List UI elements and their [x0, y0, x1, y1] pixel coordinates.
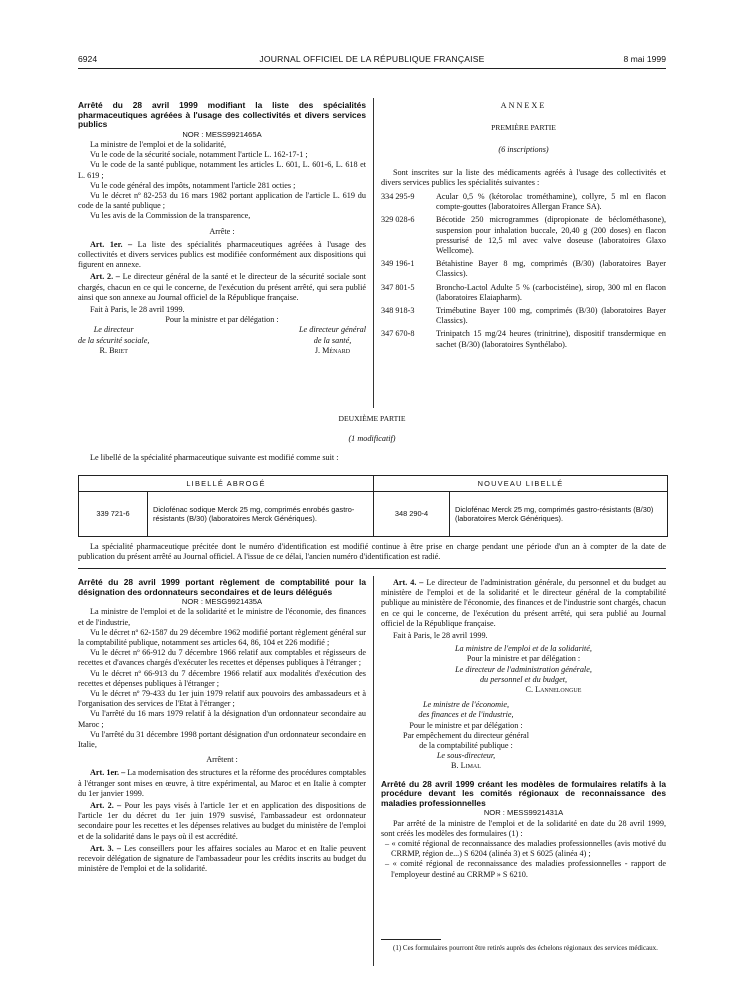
header-rule	[78, 68, 666, 69]
annexe-heading: ANNEXE	[500, 101, 547, 110]
footnote-rule	[381, 939, 441, 940]
medicine-item	[381, 283, 666, 303]
signature-title: de la comptabilité publique :	[419, 741, 513, 751]
table-cell-old-text: Diclofénac sodique Merck 25 mg, comprimés enrobés gastro-résistants (B/30) (laboratoires Merck Génériques).	[153, 504, 355, 523]
table-cell-new-text: Diclofénac Merck 25 mg, comprimés gastro-résistants (B/30) (laboratoires Merck Génériques).	[455, 504, 654, 523]
part-2-heading: DEUXIÈME PARTIE	[338, 414, 406, 423]
article-text: Les conseillers pour les affaires sociales au Maroc et en Italie peuvent recevoir délégation de signature de l'ambassadeur pour les crédits inscrits au budget du ministère de l'emploi et de la solidarité.	[78, 843, 367, 874]
column-divider	[373, 98, 374, 408]
modification-table	[78, 475, 668, 537]
article-text: Le directeur de l'administration générale, du personnel et du budget au ministère de l'emploi et de la solidarité et le directeur général de la comptabilité publique au ministère de l'économie, des finances et de l'industrie sont chargés, chacun en ce qui le concerne, de l'exécution du présent arrêté, qui sera publié au Journal officiel de la République française.	[381, 578, 666, 628]
paragraph: Vu le décret nº 66-913 du 7 décembre 1966 relatif aux modalités d'exécution des recettes et dépenses publiques à l'étranger ;	[78, 668, 366, 688]
signature-left	[78, 325, 149, 356]
arrete-3-intro: Par arrêté de la ministre de l'emploi et de la solidarité en date du 28 avril 1999, sont créés les modèles des formulaires (1) :	[381, 818, 666, 838]
part-2-closing	[78, 542, 666, 562]
medicine-text: Broncho-Lactol Adulte 5 % (carbocistéine), sirop, 300 ml en flacon (laboratoires Elaiapharm).	[436, 282, 666, 302]
article-label: Art. 1er. –	[90, 239, 133, 249]
article-text: Le directeur général de la santé et le directeur de la sécurité sociale sont chargés, chacun en ce qui le concerne, de l'exécution du présent arrêté, qui sera publié ainsi que son annexe au Journal officiel de la République française.	[78, 272, 367, 302]
article-2	[78, 272, 366, 303]
article-label: Art. 3. –	[90, 843, 121, 853]
medicine-item	[381, 306, 666, 326]
medicine-text: Trinipatch 15 mg/24 heures (trinitrine), dispositif transdermique en sachet (B/30) (laboratoires Synthélabo).	[436, 329, 666, 349]
table-cell-new-code: 348 290-4	[394, 509, 429, 518]
signature-block-1	[381, 644, 666, 695]
paragraph: Vu l'arrêté du 16 mars 1979 relatif à la désignation d'un ordonnateur secondaire au Maroc ;	[78, 709, 366, 729]
closing-text: La spécialité pharmaceutique précitée dont le numéro d'identification est modifié continue à être prise en charge pendant une période d'un an à compter de la date de publication du présent arrêté au Journal officiel. A l'issue de ce délai, l'ancien numéro d'identification est radié.	[78, 542, 666, 562]
signature-title: de la sécurité sociale,	[78, 335, 150, 345]
signature-name: B. Limal	[451, 761, 481, 771]
part-2	[78, 414, 666, 464]
arrete-3-nor: NOR : MESS9921431A	[483, 808, 564, 818]
paragraph: Vu l'arrêté du 31 décembre 1998 portant désignation d'un ordonnateur secondaire en Italie,	[78, 729, 366, 750]
page-header	[78, 54, 666, 68]
paragraph: Vu le décret nº 62-1587 du 29 décembre 1962 modifié portant règlement général sur la comptabilité publique, notamment ses articles 64, 86, 104 et 226 modifié ;	[78, 627, 367, 647]
part-2-intro: Le libellé de la spécialité pharmaceutique suivante est modifié comme suit :	[90, 453, 339, 463]
journal-title: JOURNAL OFFICIEL DE LA RÉPUBLIQUE FRANÇAISE	[259, 54, 485, 64]
arrete-label: Arrête :	[209, 226, 235, 236]
arrete-2-continued	[381, 578, 666, 880]
paragraph: Vu le code de la santé publique, notamment les articles L. 601, L. 601-6, L. 618 et L. 619 ;	[78, 160, 366, 180]
annexe-intro: Sont inscrites sur la liste des médicaments agréés à l'usage des collectivités et divers services publics les spécialités suivantes :	[381, 167, 666, 187]
arrete-3-title: Arrêté du 28 avril 1999 créant les modèles de formulaires relatifs à la procédure devant les comités régionaux de reconnaissance des maladies professionnelles	[381, 778, 666, 808]
issue-date: 8 mai 1999	[623, 54, 666, 64]
paragraph: Vu les avis de la Commission de la transparence,	[90, 211, 251, 221]
article-3	[78, 844, 366, 875]
table-header-new: NOUVEAU LIBELLÉ	[374, 476, 667, 492]
signature-title: Pour le ministre et par délégation :	[409, 720, 523, 730]
signature-title: du personnel et du budget,	[479, 674, 568, 684]
paragraph: La ministre de l'emploi et de la solidarité,	[90, 139, 227, 149]
signature-title: Pour la ministre et par délégation :	[466, 654, 581, 664]
medicine-item	[381, 215, 666, 256]
medicine-item	[381, 259, 666, 279]
medicine-code: 334 295-9	[381, 192, 415, 202]
medicine-code: 348 918-3	[381, 306, 415, 316]
signature-title: Le directeur	[93, 325, 134, 335]
medicine-text: Bétahistine Bayer 8 mg, comprimés (B/30) (laboratoires Bayer Classics).	[436, 259, 666, 279]
arretent-label: Arrêtent :	[206, 755, 238, 765]
arrete-1	[78, 101, 366, 356]
article-4	[381, 578, 666, 629]
article-text: La modernisation des structures et la réforme des procédures comptables à l'étranger sont mises en œuvre, à titre expérimental, au Maroc et en Italie à compter du 1er janvier 1999.	[78, 768, 366, 798]
table-divider	[449, 492, 450, 536]
paragraph: Vu le code de la sécurité sociale, notamment l'article L. 162-17-1 ;	[90, 150, 308, 160]
signature-title: de la santé,	[313, 335, 352, 345]
signature-title: des finances et de l'industrie,	[418, 710, 514, 720]
signature-title: La ministre de l'emploi et de la solidarité,	[455, 644, 592, 654]
medicine-item	[381, 192, 666, 212]
fait-line: Fait à Paris, le 28 avril 1999.	[393, 631, 488, 641]
arrete-2	[78, 578, 366, 874]
signature-block-2	[381, 700, 551, 771]
article-label: Art. 2. –	[90, 272, 120, 282]
paragraph: Vu le code général des impôts, notamment l'article 281 octies ;	[90, 180, 296, 190]
article-1	[78, 240, 366, 271]
article-text: La liste des spécialités pharmaceutiques agréées à l'usage des collectivités et divers services publics est modifiée conformément aux dispositions qui figurent en annexe.	[78, 239, 366, 270]
medicine-text: Acular 0,5 % (kétorolac trométhamine), collyre, 5 ml en flacon compte-gouttes (laboratoires Allergan France SA).	[436, 192, 666, 212]
signature-title: Par empêchement du directeur général	[403, 730, 529, 740]
article-text: Pour les pays visés à l'article 1er et en application des dispositions de l'article 1er du décret du 1er juin 1979 susvisé, l'ambassadeur est ordonnateur secondaire pour les recettes et les dépenses relatives au budget du ministère de l'emploi et de la solidarité dans le pays où il est accrédité.	[78, 801, 366, 841]
article-label: Art. 4. –	[393, 578, 424, 587]
signature-title: Le directeur général	[299, 325, 366, 335]
signature-name: C. Lannelongue	[525, 685, 582, 695]
part-1-heading: PREMIÈRE PARTIE	[491, 123, 556, 133]
arrete-2-nor: NOR : MESG9921435A	[181, 597, 263, 607]
medicine-text: Bécotide 250 microgrammes (dipropionate de béclométhasone), suspension pour inhalation buccale, 20,40 g (200 doses) en flacon pressurisé de 12,5 ml avec valve doseuse (laboratoires Glaxo Wellcome).	[436, 215, 666, 256]
signature-name: R. Briet	[99, 345, 128, 355]
article-2	[78, 801, 366, 842]
arrete-3	[381, 780, 666, 880]
part-1-subheading: (6 inscriptions)	[498, 145, 549, 155]
table-divider	[147, 492, 148, 536]
paragraph: Vu le décret nº 79-433 du 1er juin 1979 relatif aux pouvoirs des ambassadeurs et à l'organisation des services de l'Etat à l'étranger ;	[78, 689, 366, 709]
delegation-line: Pour la ministre et par délégation :	[165, 315, 279, 325]
fait-line: Fait à Paris, le 28 avril 1999.	[90, 305, 185, 315]
section-rule	[78, 568, 666, 569]
paragraph: La ministre de l'emploi et de la solidarité et le ministre de l'économie, des finances et de l'industrie,	[78, 607, 366, 627]
page-number: 6924	[78, 54, 98, 64]
medicine-code: 347 801-5	[381, 282, 415, 292]
paragraph: Vu le décret nº 82-253 du 16 mars 1982 portant application de l'article L. 619 du code de la santé publique ;	[78, 191, 366, 211]
article-1	[78, 768, 366, 799]
footnote-text: (1) Ces formulaires pourront être retirés auprès des échelons régionaux des services médicaux.	[393, 944, 658, 952]
annexe	[381, 101, 666, 353]
arrete-1-title: Arrêté du 28 avril 1999 modifiant la liste des spécialités pharmaceutiques agréées à l'usage des collectivités et divers services publics	[78, 100, 366, 130]
medicine-code: 349 196-1	[381, 259, 415, 269]
bullet-item: – « comité régional de reconnaissance des maladies professionnelles - rapport de l'employeur destiné au CRRMP » S 6210.	[385, 859, 666, 879]
signature-right	[299, 325, 366, 356]
signatures	[78, 325, 366, 356]
column-divider	[373, 576, 374, 966]
arrete-2-title: Arrêté du 28 avril 1999 portant règlement de comptabilité pour la désignation des ordonnateurs secondaires et de leurs délégués	[78, 577, 366, 597]
table-header-old: LIBELLÉ ABROGÉ	[79, 476, 373, 492]
signature-title: Le ministre de l'économie,	[422, 700, 510, 710]
part-2-subheading: (1 modificatif)	[348, 434, 396, 444]
signature-title: Le directeur de l'administration générale,	[455, 664, 592, 674]
table-cell-old-code: 339 721-6	[96, 509, 130, 518]
article-label: Art. 2. –	[90, 801, 122, 811]
medicine-code: 347 670-8	[381, 329, 415, 339]
medicine-code: 329 028-6	[381, 215, 415, 225]
medicine-item	[381, 329, 666, 349]
arrete-1-nor: NOR : MESS9921465A	[182, 129, 262, 139]
medicine-text: Trimébutine Bayer 100 mg, comprimés (B/30) (laboratoires Bayer Classics).	[436, 306, 666, 326]
signature-title: Le sous-directeur,	[436, 751, 496, 761]
paragraph: Vu le décret nº 66-912 du 7 décembre 1966 relatif aux comptables et régisseurs de recettes et d'avances chargés d'exécuter les recettes et dépenses publiques à l'étranger ;	[78, 648, 366, 668]
bullet-item: – « comité régional de reconnaissance des maladies professionnelles (avis motivé du CRRMP, région de...) S 6204 (alinéa 3) et S 6025 (alinéa 4) ;	[385, 839, 666, 859]
article-label: Art. 1er. –	[90, 768, 126, 778]
footnote	[381, 944, 666, 953]
signature-name: J. Ménard	[314, 345, 351, 355]
